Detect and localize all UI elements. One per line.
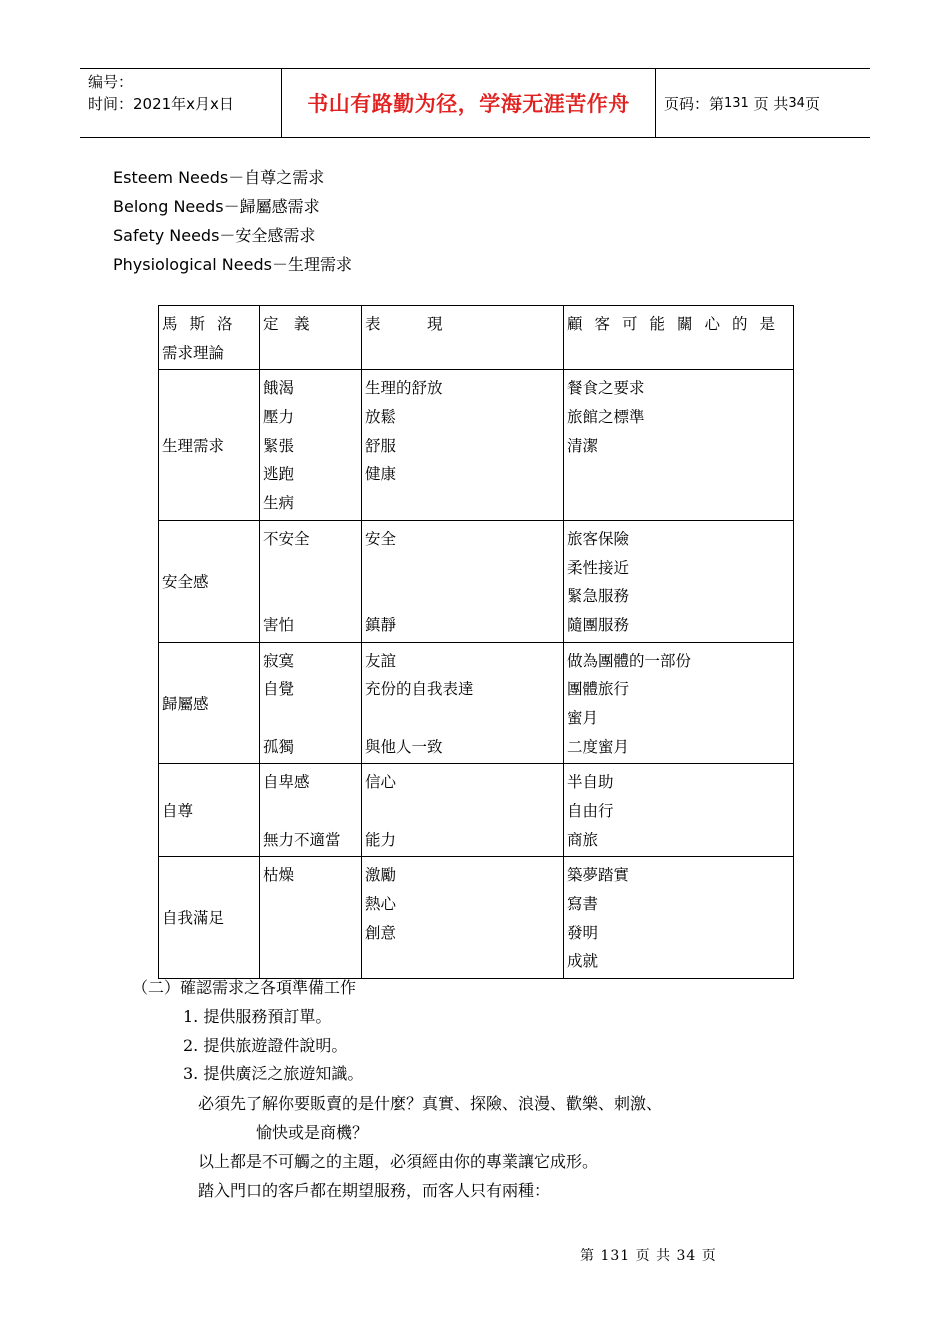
table-row: [159, 764, 794, 857]
page-total: 34: [788, 95, 805, 111]
definition-cell: 枯燥: [260, 857, 362, 979]
expression-cell: 友誼 充份的自我表達 與他人一致: [362, 642, 564, 764]
concern-cell: 做為團體的一部份 團體旅行 蜜月 二度蜜月: [564, 642, 794, 764]
expression-cell: 信心 能力: [362, 764, 564, 857]
header-cell-expression: 表 現: [362, 306, 564, 370]
header-cell-definition: 定 義: [260, 306, 362, 370]
time-label: 时间：2021年x月x日: [88, 95, 234, 113]
table-row: [159, 642, 794, 764]
definition-cell: 寂寞 自覺 孤獨: [260, 642, 362, 764]
table-row: [159, 520, 794, 642]
section-title: （二）確認需求之各項準備工作: [132, 978, 357, 997]
page-indicator: [664, 69, 820, 137]
number-label: 编号：: [88, 73, 134, 91]
need-name: 自尊: [159, 764, 260, 857]
need-name: 安全感: [159, 520, 260, 642]
page-number: 131: [724, 95, 749, 111]
header-cell-theory: 馬斯洛 需求理論: [159, 306, 260, 370]
need-name: 歸屬感: [159, 642, 260, 764]
list-item: 1. 提供服務預訂單。: [183, 1007, 332, 1026]
concern-cell: 築夢踏實 寫書 發明 成就: [564, 857, 794, 979]
maslow-table: [158, 305, 794, 979]
definition-cell: 不安全 害怕: [260, 520, 362, 642]
prep-list: [183, 1003, 363, 1089]
concern-cell: 旅客保險 柔性接近 緊急服務 隨團服務: [564, 520, 794, 642]
paragraph-line: 以上都是不可觸之的主題，必須經由你的專業讓它成形。: [198, 1152, 599, 1171]
list-item: 2. 提供旅遊證件說明。: [183, 1035, 348, 1055]
table-header-row: [159, 306, 794, 370]
header-meta: [88, 71, 278, 115]
page-suffix: 页: [804, 94, 820, 113]
page-header: [80, 68, 870, 138]
concern-cell: 半自助 自由行 商旅: [564, 764, 794, 857]
need-name: 生理需求: [159, 370, 260, 520]
needs-item: Esteem Needs－自尊之需求: [113, 168, 325, 187]
expression-cell: 激勵 熱心 創意: [362, 857, 564, 979]
body-paragraphs: [198, 1089, 662, 1205]
list-item: 3. 提供廣泛之旅遊知識。: [183, 1064, 364, 1083]
page-prefix: 页码：第: [664, 94, 725, 113]
expression-cell: 安全 鎮靜: [362, 520, 564, 642]
motto: 书山有路勤为径，学海无涯苦作舟: [307, 92, 630, 116]
paragraph-line: 必須先了解你要販賣的是什麼？真實、探險、浪漫、歡樂、刺激、: [198, 1094, 663, 1113]
paragraph-line: 踏入門口的客戶都在期望服務，而客人只有兩種：: [198, 1181, 551, 1200]
concern-cell: 餐食之要求 旅館之標準 清潔: [564, 370, 794, 520]
table-row: [159, 370, 794, 520]
page-mid: 页 共: [753, 94, 789, 113]
page-footer: 第 131 页 共 34 页: [580, 1248, 717, 1264]
header-motto-cell: [281, 69, 656, 137]
expression-cell: 生理的舒放 放鬆 舒服 健康: [362, 370, 564, 520]
needs-list: [113, 163, 352, 279]
table-row: [159, 857, 794, 979]
needs-item: Physiological Needs－生理需求: [113, 255, 352, 274]
needs-item: Belong Needs－歸屬感需求: [113, 197, 320, 216]
needs-item: Safety Needs－安全感需求: [113, 226, 316, 245]
header-cell-concern: 顧客可能關心的是: [564, 306, 794, 370]
definition-cell: 自卑感 無力不適當: [260, 764, 362, 857]
paragraph-line: 愉快或是商機？: [256, 1123, 369, 1142]
definition-cell: 餓渴 壓力 緊張 逃跑 生病: [260, 370, 362, 520]
need-name: 自我滿足: [159, 857, 260, 979]
